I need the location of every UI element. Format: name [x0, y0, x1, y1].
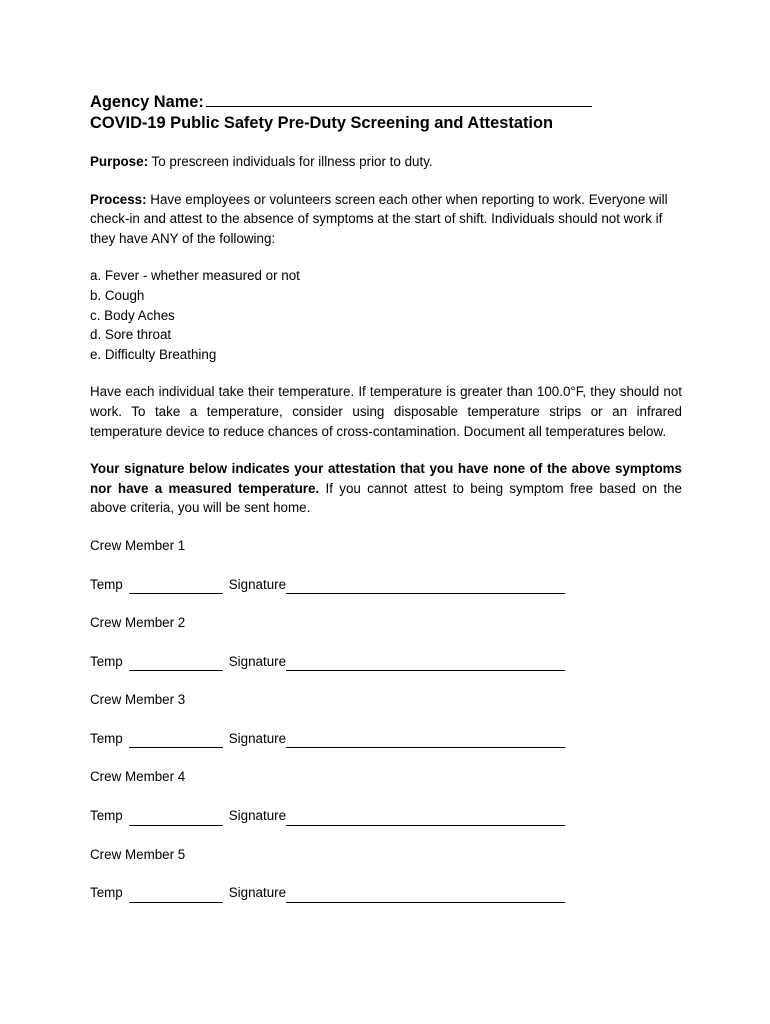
temp-label: Temp [90, 808, 123, 824]
purpose-paragraph [90, 152, 682, 172]
list-item: d. Sore throat [90, 327, 172, 343]
process-label: Process: [90, 191, 147, 207]
signature-label: Signature [228, 885, 287, 901]
temp-label: Temp [90, 885, 123, 901]
agency-name-row [90, 92, 682, 113]
temp-field[interactable] [129, 888, 223, 903]
process-text: Have employees or volunteers screen each other when reporting to work. Everyone will check-in and attest to the absence of symptoms at the start of shift. Individuals should not work if they have ANY of the following: [90, 191, 668, 246]
attestation-paragraph [90, 459, 682, 518]
process-paragraph [90, 190, 682, 249]
agency-name-field[interactable] [206, 92, 592, 107]
purpose-label: Purpose: [90, 154, 149, 169]
list-item: b. Cough [90, 287, 145, 303]
crew-member-row [90, 806, 682, 826]
list-item: a. Fever - whether measured or not [90, 268, 300, 284]
signature-label: Signature [228, 808, 287, 824]
symptom-list [90, 266, 682, 364]
signature-field[interactable] [286, 733, 565, 748]
crew-member-row [90, 729, 682, 749]
temp-field[interactable] [129, 733, 223, 748]
crew-member-label: Crew Member 4 [90, 769, 186, 785]
temp-field[interactable] [129, 811, 223, 826]
attestation-bold-text: Your signature below indicates your attestation that you have none of the above symptoms nor have a measured temperature. [90, 461, 682, 496]
signature-label: Signature [228, 730, 287, 746]
form-page [90, 92, 682, 903]
temp-label: Temp [90, 576, 123, 592]
signature-field[interactable] [286, 888, 565, 903]
temp-field[interactable] [129, 579, 223, 594]
crew-member-label: Crew Member 5 [90, 846, 186, 862]
signature-label: Signature [228, 576, 287, 592]
crew-member-row [90, 883, 682, 903]
crew-member-label: Crew Member 2 [90, 615, 186, 631]
purpose-text: To prescreen individuals for illness prior to duty. [148, 154, 433, 169]
form-title: COVID-19 Public Safety Pre-Duty Screening and Attestation [90, 114, 553, 132]
signature-label: Signature [228, 653, 287, 669]
temp-field[interactable] [129, 656, 223, 671]
signature-field[interactable] [286, 579, 565, 594]
crew-member-row [90, 652, 682, 672]
list-item: e. Difficulty Breathing [90, 346, 217, 362]
attestation-text: If you cannot attest to being symptom free based on the above criteria, you will be sent home. [90, 480, 682, 516]
list-item: c. Body Aches [90, 307, 175, 323]
agency-name-label: Agency Name: [90, 93, 204, 111]
temperature-note: Have each individual take their temperature. If temperature is greater than 100.0°F, they should not work. To take a temperature, consider using disposable temperature strips or an infrared temperature device to reduce chances of cross-contamination. Document all temperatures below. [90, 384, 682, 439]
temp-label: Temp [90, 653, 123, 669]
signature-field[interactable] [286, 811, 565, 826]
signature-field[interactable] [286, 656, 565, 671]
crew-member-label: Crew Member 3 [90, 692, 186, 708]
crew-member-label: Crew Member 1 [90, 537, 186, 553]
crew-member-row [90, 575, 682, 595]
temp-label: Temp [90, 730, 123, 746]
